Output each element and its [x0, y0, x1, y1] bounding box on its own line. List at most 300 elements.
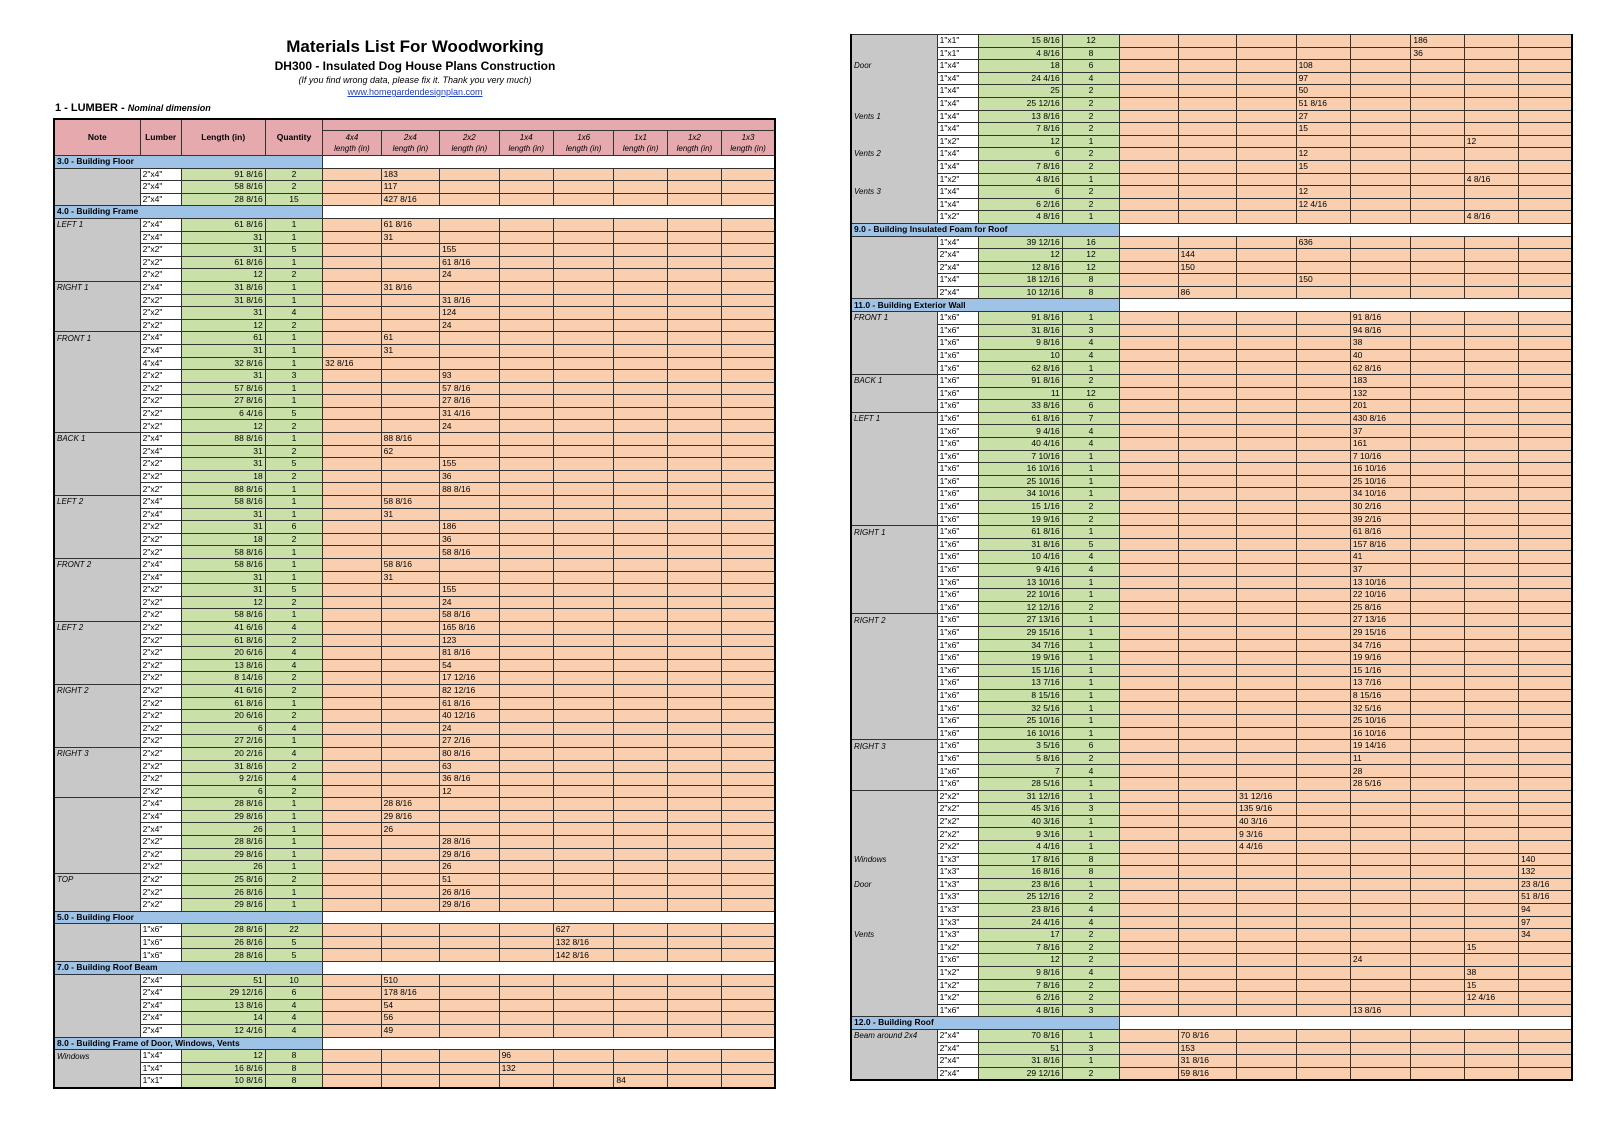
section-spacer: [323, 156, 775, 169]
length-cell: 4 4/16: [978, 841, 1062, 854]
table-row: [851, 1042, 1572, 1055]
total-length-cell-1x2: [667, 332, 721, 345]
total-length-cell-2x4: [1178, 362, 1236, 375]
total-length-cell-1x2: [667, 1024, 721, 1037]
lumber-cell: 2"x2": [140, 735, 181, 748]
note-cell: Vents 2: [851, 148, 937, 161]
total-length-cell-1x3: [722, 659, 775, 672]
note-cell: [851, 1004, 937, 1017]
total-length-cell-1x1: [614, 735, 667, 748]
total-length-cell-1x3: [1519, 740, 1572, 753]
quantity-cell: 2: [265, 684, 322, 697]
total-length-cell-4x4: [1120, 1042, 1178, 1055]
note-cell: [851, 979, 937, 992]
note-cell: [54, 521, 140, 534]
total-length-cell-4x4: [1120, 903, 1178, 916]
table-row: [851, 85, 1572, 98]
total-length-cell-2x4: 61: [381, 332, 439, 345]
total-length-cell-2x2: 24: [440, 319, 499, 332]
total-length-cell-1x4: [499, 697, 553, 710]
total-length-cell-4x4: [1120, 375, 1178, 388]
length-cell: 28 8/16: [181, 798, 265, 811]
total-length-cell-2x4: 183: [381, 168, 439, 181]
section-title: 11.0 - Building Exterior Wall: [851, 299, 1120, 312]
total-length-cell-2x4: [1178, 160, 1236, 173]
total-length-cell-1x3: [1519, 463, 1572, 476]
total-length-cell-1x1: [1411, 815, 1464, 828]
total-length-cell-1x3: [1519, 841, 1572, 854]
total-length-cell-2x2: 9 3/16: [1237, 828, 1296, 841]
total-length-cell-1x6: [553, 344, 614, 357]
length-cell: 61 8/16: [978, 526, 1062, 539]
length-cell: 18: [181, 470, 265, 483]
lumber-cell: 1"x4": [937, 148, 978, 161]
total-length-cell-1x4: 12 4/16: [1296, 198, 1350, 211]
total-length-cell-1x2: [667, 596, 721, 609]
table-row: [54, 735, 775, 748]
total-length-cell-2x2: 36: [440, 470, 499, 483]
total-length-cell-2x2: [1237, 349, 1296, 362]
length-cell: 58 8/16: [181, 496, 265, 509]
note-cell: [851, 639, 937, 652]
quantity-cell: 2: [265, 533, 322, 546]
total-length-cell-1x1: [614, 319, 667, 332]
length-cell: 31 8/16: [181, 294, 265, 307]
total-length-cell-1x6: [1350, 47, 1411, 60]
total-length-cell-4x4: [1120, 425, 1178, 438]
total-length-cell-1x2: [667, 458, 721, 471]
total-length-cell-4x4: [323, 370, 381, 383]
total-length-cell-1x6: 91 8/16: [1350, 312, 1411, 325]
quantity-cell: 4: [265, 722, 322, 735]
total-length-cell-2x4: [381, 785, 439, 798]
total-length-cell-1x2: [667, 1062, 721, 1075]
total-length-cell-2x2: [1237, 1004, 1296, 1017]
total-length-cell-1x1: [614, 533, 667, 546]
total-length-cell-1x4: [499, 584, 553, 597]
total-length-cell-1x6: 132 8/16: [553, 936, 614, 949]
quantity-cell: 1: [265, 496, 322, 509]
total-length-cell-2x4: [381, 621, 439, 634]
total-length-cell-1x6: 22 10/16: [1350, 589, 1411, 602]
total-length-cell-1x3: [1519, 626, 1572, 639]
note-cell: Door: [851, 878, 937, 891]
total-length-cell-1x4: [499, 596, 553, 609]
note-cell: [851, 362, 937, 375]
total-length-cell-1x6: [1350, 1029, 1411, 1042]
total-length-cell-1x6: 13 7/16: [1350, 677, 1411, 690]
lumber-cell: 2"x4": [140, 1012, 181, 1025]
total-length-cell-1x1: [614, 684, 667, 697]
quantity-cell: 2: [1062, 500, 1119, 513]
note-cell: [54, 672, 140, 685]
total-length-cell-2x2: [440, 344, 499, 357]
total-length-cell-2x4: 29 8/16: [381, 810, 439, 823]
total-length-cell-1x2: [667, 987, 721, 1000]
col-header-size-1x3: [722, 131, 775, 156]
lumber-cell: 2"x2": [140, 609, 181, 622]
table-row: [54, 836, 775, 849]
total-length-cell-2x4: [1178, 866, 1236, 879]
total-length-cell-1x3: [722, 395, 775, 408]
total-length-cell-4x4: [323, 521, 381, 534]
total-length-cell-2x2: [440, 496, 499, 509]
total-length-cell-1x4: [499, 496, 553, 509]
total-length-cell-4x4: [1120, 589, 1178, 602]
total-length-cell-1x3: [1519, 538, 1572, 551]
quantity-cell: 2: [265, 420, 322, 433]
total-length-cell-2x2: [1237, 551, 1296, 564]
total-length-cell-1x3: [1519, 362, 1572, 375]
total-length-cell-2x4: [381, 836, 439, 849]
total-length-cell-1x2: 15: [1464, 979, 1518, 992]
table-row: [851, 639, 1572, 652]
total-length-cell-1x4: [499, 193, 553, 206]
total-length-cell-1x3: 94: [1519, 903, 1572, 916]
size-label: 2x4: [403, 133, 417, 142]
total-length-cell-1x4: 108: [1296, 60, 1350, 73]
lumber-cell: 2"x2": [140, 307, 181, 320]
lumber-cell: 1"x1": [937, 35, 978, 48]
total-length-cell-1x1: [1411, 954, 1464, 967]
note-cell: [851, 500, 937, 513]
length-cell: 26 8/16: [181, 886, 265, 899]
total-length-cell-2x4: [381, 395, 439, 408]
length-cell: 25 10/16: [978, 475, 1062, 488]
total-length-cell-1x6: [553, 798, 614, 811]
total-length-cell-1x1: [614, 496, 667, 509]
length-cell: 7 8/16: [978, 941, 1062, 954]
note-cell: [851, 324, 937, 337]
length-cell: 15 1/16: [978, 500, 1062, 513]
total-length-cell-2x2: [1237, 727, 1296, 740]
total-length-cell-2x2: [440, 987, 499, 1000]
total-length-cell-1x2: [667, 873, 721, 886]
total-length-cell-1x1: [1411, 412, 1464, 425]
total-length-cell-2x2: 31 8/16: [440, 294, 499, 307]
total-length-cell-1x3: [1519, 274, 1572, 287]
total-length-cell-1x6: 13 8/16: [1350, 1004, 1411, 1017]
quantity-cell: 4: [1062, 337, 1119, 350]
total-length-cell-1x2: [1464, 1029, 1518, 1042]
total-length-cell-2x2: 155: [440, 584, 499, 597]
total-length-cell-2x2: [1237, 72, 1296, 85]
table-row: [54, 949, 775, 962]
total-length-cell-1x3: [1519, 563, 1572, 576]
total-length-cell-1x3: [1519, 337, 1572, 350]
total-length-cell-1x6: 157 8/16: [1350, 538, 1411, 551]
total-length-cell-1x4: 50: [1296, 85, 1350, 98]
total-length-cell-1x6: [553, 987, 614, 1000]
note-cell: RIGHT 3: [54, 747, 140, 760]
length-cell: 18: [978, 60, 1062, 73]
table-row: [54, 546, 775, 559]
length-cell: 23 8/16: [978, 903, 1062, 916]
total-length-cell-1x2: 4 8/16: [1464, 211, 1518, 224]
lumber-cell: 2"x2": [140, 546, 181, 559]
total-length-cell-1x6: [553, 1062, 614, 1075]
total-length-cell-1x3: [1519, 375, 1572, 388]
total-length-cell-1x6: 8 15/16: [1350, 689, 1411, 702]
length-cell: 16 10/16: [978, 463, 1062, 476]
total-length-cell-1x3: [1519, 186, 1572, 199]
quantity-cell: 2: [265, 445, 322, 458]
note-cell: [54, 1062, 140, 1075]
table-row: [851, 249, 1572, 262]
total-length-cell-1x3: [1519, 387, 1572, 400]
lumber-cell: 2"x2": [140, 710, 181, 723]
total-length-cell-4x4: [1120, 85, 1178, 98]
total-length-cell-1x3: [1519, 1004, 1572, 1017]
total-length-cell-2x4: [381, 382, 439, 395]
table-row: [54, 659, 775, 672]
total-length-cell-1x6: [553, 420, 614, 433]
col-header-size-1x6: [553, 131, 614, 156]
total-length-cell-1x6: 28 5/16: [1350, 778, 1411, 791]
quantity-cell: 2: [265, 710, 322, 723]
length-cell: 31 8/16: [978, 1055, 1062, 1068]
note-cell: [851, 903, 937, 916]
quantity-cell: 1: [265, 256, 322, 269]
total-length-cell-1x4: [1296, 47, 1350, 60]
total-length-cell-1x2: [1464, 727, 1518, 740]
length-cell: 31: [181, 458, 265, 471]
length-cell: 12 12/16: [978, 601, 1062, 614]
total-length-cell-1x2: [667, 382, 721, 395]
note-cell: [851, 966, 937, 979]
total-length-cell-1x2: [667, 521, 721, 534]
size-sub-label: length (in): [334, 144, 370, 153]
lumber-cell: 2"x2": [140, 873, 181, 886]
document-note: (If you find wrong data, please fix it. Thank you very much): [298, 75, 532, 85]
total-length-cell-1x2: [667, 899, 721, 912]
total-length-cell-1x1: [1411, 1029, 1464, 1042]
total-length-cell-2x4: [381, 747, 439, 760]
total-length-cell-4x4: [1120, 790, 1178, 803]
total-length-cell-1x4: [499, 458, 553, 471]
total-length-cell-1x3: [1519, 513, 1572, 526]
total-length-cell-2x2: [1237, 375, 1296, 388]
total-length-cell-1x1: [1411, 337, 1464, 350]
note-cell: [54, 1024, 140, 1037]
quantity-cell: 2: [1062, 752, 1119, 765]
table-row: [851, 412, 1572, 425]
total-length-cell-1x1: [614, 433, 667, 446]
quantity-cell: 5: [265, 936, 322, 949]
total-length-cell-1x1: [1411, 211, 1464, 224]
length-cell: 8 14/16: [181, 672, 265, 685]
total-length-cell-2x2: [1237, 513, 1296, 526]
total-length-cell-1x3: [722, 899, 775, 912]
total-length-cell-4x4: [1120, 979, 1178, 992]
total-length-cell-1x2: [1464, 702, 1518, 715]
lumber-cell: 2"x2": [140, 647, 181, 660]
total-length-cell-1x3: [1519, 752, 1572, 765]
table-row: [851, 815, 1572, 828]
total-length-cell-1x3: [1519, 236, 1572, 249]
total-length-cell-4x4: [323, 1012, 381, 1025]
total-length-cell-1x3: [1519, 438, 1572, 451]
total-length-cell-1x3: [1519, 652, 1572, 665]
table-row: [54, 924, 775, 937]
length-cell: 22 10/16: [978, 589, 1062, 602]
total-length-cell-1x1: [614, 836, 667, 849]
length-cell: 31 8/16: [978, 538, 1062, 551]
total-length-cell-4x4: [1120, 551, 1178, 564]
total-length-cell-1x6: [553, 974, 614, 987]
total-length-cell-4x4: [1120, 702, 1178, 715]
website-link[interactable]: www.homegardendesignplan.com: [347, 87, 483, 97]
quantity-cell: 5: [265, 244, 322, 257]
section-row: [54, 206, 775, 219]
total-length-cell-1x2: [667, 483, 721, 496]
length-cell: 70 8/16: [978, 1029, 1062, 1042]
lumber-cell: 2"x4": [937, 261, 978, 274]
quantity-cell: 8: [1062, 274, 1119, 287]
total-length-cell-4x4: [323, 407, 381, 420]
total-length-cell-1x3: [1519, 173, 1572, 186]
total-length-cell-2x2: 57 8/16: [440, 382, 499, 395]
note-cell: [54, 924, 140, 937]
lumber-cell: 1"x3": [937, 866, 978, 879]
table-row: [851, 349, 1572, 362]
total-length-cell-1x6: [553, 571, 614, 584]
quantity-cell: 1: [1062, 727, 1119, 740]
total-length-cell-2x2: [1237, 438, 1296, 451]
table-row: [54, 395, 775, 408]
total-length-cell-1x3: [1519, 1055, 1572, 1068]
table-row: [851, 878, 1572, 891]
total-length-cell-2x2: 155: [440, 244, 499, 257]
total-length-cell-1x2: 12: [1464, 135, 1518, 148]
table-row: [851, 110, 1572, 123]
total-length-cell-1x4: [499, 735, 553, 748]
quantity-cell: 1: [265, 382, 322, 395]
table-row: [851, 727, 1572, 740]
length-cell: 11: [978, 387, 1062, 400]
total-length-cell-1x6: [1350, 929, 1411, 942]
length-cell: 24 4/16: [978, 72, 1062, 85]
total-length-cell-1x3: [1519, 425, 1572, 438]
length-cell: 4 8/16: [978, 1004, 1062, 1017]
table-row: [851, 916, 1572, 929]
note-cell: [54, 659, 140, 672]
note-cell: [54, 571, 140, 584]
total-length-cell-1x1: [1411, 488, 1464, 501]
note-cell: [54, 987, 140, 1000]
total-length-cell-1x1: [614, 810, 667, 823]
section-title: 5.0 - Building Floor: [54, 911, 323, 924]
total-length-cell-1x4: [1296, 979, 1350, 992]
total-length-cell-1x4: [499, 1075, 553, 1088]
quantity-cell: 2: [1062, 929, 1119, 942]
total-length-cell-1x1: [614, 256, 667, 269]
table-row: [851, 97, 1572, 110]
length-cell: 31: [181, 231, 265, 244]
table-row: [851, 1029, 1572, 1042]
total-length-cell-1x2: [1464, 841, 1518, 854]
total-length-cell-1x4: [499, 659, 553, 672]
total-length-cell-2x4: 26: [381, 823, 439, 836]
quantity-cell: 2: [1062, 85, 1119, 98]
quantity-cell: 1: [265, 823, 322, 836]
total-length-cell-1x2: [667, 974, 721, 987]
total-length-cell-2x4: [1178, 148, 1236, 161]
note-cell: [54, 269, 140, 282]
total-length-cell-1x6: [553, 357, 614, 370]
total-length-cell-1x1: [1411, 652, 1464, 665]
length-cell: 28 8/16: [181, 193, 265, 206]
quantity-cell: 4: [265, 647, 322, 660]
length-cell: 61 8/16: [181, 256, 265, 269]
section-row: [851, 223, 1572, 236]
total-length-cell-1x6: 132: [1350, 387, 1411, 400]
total-length-cell-2x4: [381, 470, 439, 483]
total-length-cell-1x1: [1411, 538, 1464, 551]
total-length-cell-2x4: [1178, 752, 1236, 765]
total-length-cell-2x4: [1178, 425, 1236, 438]
quantity-cell: 1: [265, 395, 322, 408]
total-length-cell-1x2: [667, 647, 721, 660]
table-row: [851, 513, 1572, 526]
total-length-cell-2x4: [1178, 677, 1236, 690]
total-length-cell-1x3: [1519, 639, 1572, 652]
total-length-cell-2x2: [1237, 740, 1296, 753]
total-length-cell-2x4: [381, 773, 439, 786]
section-spacer: [1120, 223, 1572, 236]
total-length-cell-2x4: [381, 672, 439, 685]
total-length-cell-4x4: [1120, 891, 1178, 904]
table-row: [54, 634, 775, 647]
length-cell: 31: [181, 244, 265, 257]
table-row: [54, 823, 775, 836]
total-length-cell-2x4: [1178, 702, 1236, 715]
quantity-cell: 1: [1062, 790, 1119, 803]
total-length-cell-2x4: 61 8/16: [381, 218, 439, 231]
total-length-cell-2x4: [381, 533, 439, 546]
note-cell: [54, 735, 140, 748]
total-length-cell-1x6: [1350, 803, 1411, 816]
note-cell: [54, 395, 140, 408]
lumber-cell: 2"x4": [140, 798, 181, 811]
total-length-cell-1x3: [1519, 576, 1572, 589]
total-length-cell-2x2: 155: [440, 458, 499, 471]
total-length-cell-1x6: [553, 760, 614, 773]
table-row: [54, 521, 775, 534]
quantity-cell: 12: [1062, 35, 1119, 48]
length-cell: 31: [181, 370, 265, 383]
col-header-lumber: Lumber: [140, 119, 181, 156]
total-length-cell-1x6: 37: [1350, 563, 1411, 576]
total-length-cell-1x6: 142 8/16: [553, 949, 614, 962]
length-cell: 3 5/16: [978, 740, 1062, 753]
total-length-cell-1x4: 51 8/16: [1296, 97, 1350, 110]
length-cell: 9 3/16: [978, 828, 1062, 841]
total-length-cell-4x4: [323, 307, 381, 320]
quantity-cell: 15: [265, 193, 322, 206]
total-length-cell-1x4: [1296, 891, 1350, 904]
lumber-cell: 2"x2": [140, 584, 181, 597]
total-length-cell-2x2: [440, 559, 499, 572]
lumber-cell: 1"x4": [937, 85, 978, 98]
total-length-cell-2x2: [1237, 249, 1296, 262]
quantity-cell: 1: [265, 357, 322, 370]
length-cell: 12: [181, 319, 265, 332]
total-length-cell-2x2: [1237, 312, 1296, 325]
quantity-cell: 1: [1062, 312, 1119, 325]
lumber-cell: 2"x2": [140, 483, 181, 496]
total-length-cell-4x4: [323, 218, 381, 231]
